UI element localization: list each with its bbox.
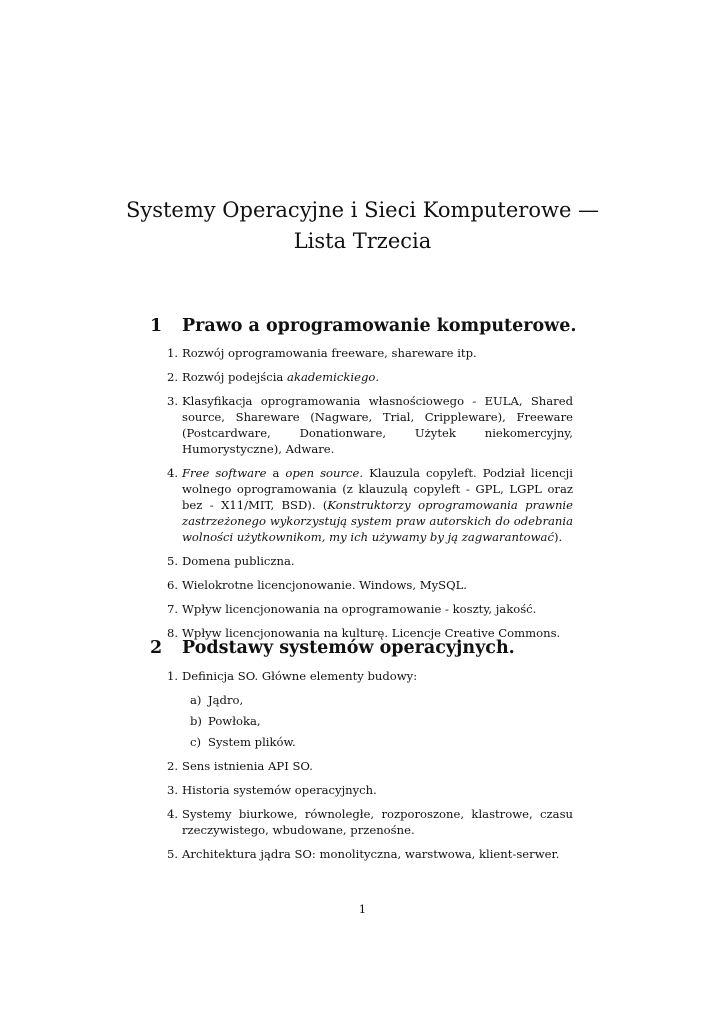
sub-item-text: Powłoka, xyxy=(208,714,261,728)
sub-item-text: System plików. xyxy=(208,735,296,749)
item-number: 5. xyxy=(167,847,179,861)
list-item xyxy=(167,577,573,593)
section-1-heading xyxy=(150,316,576,336)
list-item xyxy=(167,369,573,385)
item-text: Definicja SO. Główne elementy budowy: xyxy=(182,669,418,683)
sub-item-letter: b) xyxy=(190,714,202,728)
item-number: 4. xyxy=(167,807,179,821)
page-number: 1 xyxy=(358,902,367,916)
sub-list-item xyxy=(182,734,573,750)
list-item xyxy=(167,846,573,862)
item-text: Klasyfikacja oprogramowania własnościowego - EULA, Shared source, Shareware (Nagware, Trial, Crippleware), Freeware (Postcardware, Donationware, Użytek niekomercyjny, Humorystyczne), Adware. xyxy=(182,394,573,456)
item-number: 1. xyxy=(167,346,179,360)
sub-list-item xyxy=(182,692,573,708)
item-number: 8. xyxy=(167,626,179,640)
section-1-list xyxy=(167,345,573,649)
item-text: Wielokrotne licencjonowanie. Windows, MySQL. xyxy=(182,578,467,592)
item-text: Wpływ licencjonowania na oprogramowanie - koszty, jakość. xyxy=(182,602,537,616)
list-item xyxy=(167,601,573,617)
item-text xyxy=(182,465,573,545)
sub-item-letter: a) xyxy=(190,693,202,707)
item-text: Domena publiczna. xyxy=(182,554,295,568)
section-title: Podstawy systemów operacyjnych. xyxy=(182,638,515,658)
list-item xyxy=(167,465,573,545)
emphasis: open source xyxy=(285,466,360,480)
item-text: Historia systemów operacyjnych. xyxy=(182,783,377,797)
item-text xyxy=(182,369,573,385)
text-run: . xyxy=(375,370,380,384)
section-number: 1 xyxy=(150,316,163,336)
item-number: 5. xyxy=(167,554,179,568)
item-number: 6. xyxy=(167,578,179,592)
text-run: ). xyxy=(553,530,563,544)
sub-list xyxy=(182,692,573,750)
item-number: 2. xyxy=(167,759,179,773)
text-run: . Klauzula copyleft. Podział licencji wolnego oprogramowania (z klauzulą copyleft - GPL, LGPL oraz bez - X11/MIT, BSD). ( xyxy=(182,466,573,512)
item-text: Rozwój oprogramowania freeware, shareware itp. xyxy=(182,346,477,360)
emphasis: akademickiego xyxy=(287,370,376,384)
list-item xyxy=(167,806,573,838)
text-run: a xyxy=(266,466,286,480)
emphasis: Free software xyxy=(182,466,267,480)
title-line-1: Systemy Operacyjne i Sieci Komputerowe — xyxy=(125,198,600,222)
item-number: 3. xyxy=(167,783,179,797)
item-text: Architektura jądra SO: monolityczna, warstwowa, klient-serwer. xyxy=(182,847,560,861)
emphasis: Konstruktorzy oprogramowania prawnie zastrzeżonego wykorzystują system praw autorskich do odebrania wolności użytkownikom, my ich używamy by ją zagwarantować xyxy=(182,498,573,544)
list-item xyxy=(167,393,573,457)
section-2-list xyxy=(167,668,573,870)
item-number: 1. xyxy=(167,669,179,683)
document-title xyxy=(0,195,725,257)
item-text: Systemy biurkowe, równoległe, rozporoszone, klastrowe, czasu rzeczywistego, wbudowane, przenośne. xyxy=(182,807,573,837)
section-2-heading xyxy=(150,638,515,658)
list-item xyxy=(167,758,573,774)
item-number: 7. xyxy=(167,602,179,616)
list-item xyxy=(167,668,573,750)
item-number: 2. xyxy=(167,370,179,384)
sub-item-letter: c) xyxy=(190,735,202,749)
item-number: 4. xyxy=(167,466,179,480)
item-number: 3. xyxy=(167,394,179,408)
item-text: Sens istnienia API SO. xyxy=(182,759,313,773)
text-run: Rozwój podejścia xyxy=(182,370,288,384)
sub-item-text: Jądro, xyxy=(208,693,244,707)
list-item xyxy=(167,782,573,798)
list-item xyxy=(167,345,573,361)
sub-list-item xyxy=(182,713,573,729)
section-title: Prawo a oprogramowanie komputerowe. xyxy=(182,316,577,336)
item-text: Wpływ licencjonowania na kulturę. Licencje Creative Commons. xyxy=(182,626,561,640)
list-item xyxy=(167,553,573,569)
section-number: 2 xyxy=(150,638,163,658)
title-line-2: Lista Trzecia xyxy=(293,229,432,253)
